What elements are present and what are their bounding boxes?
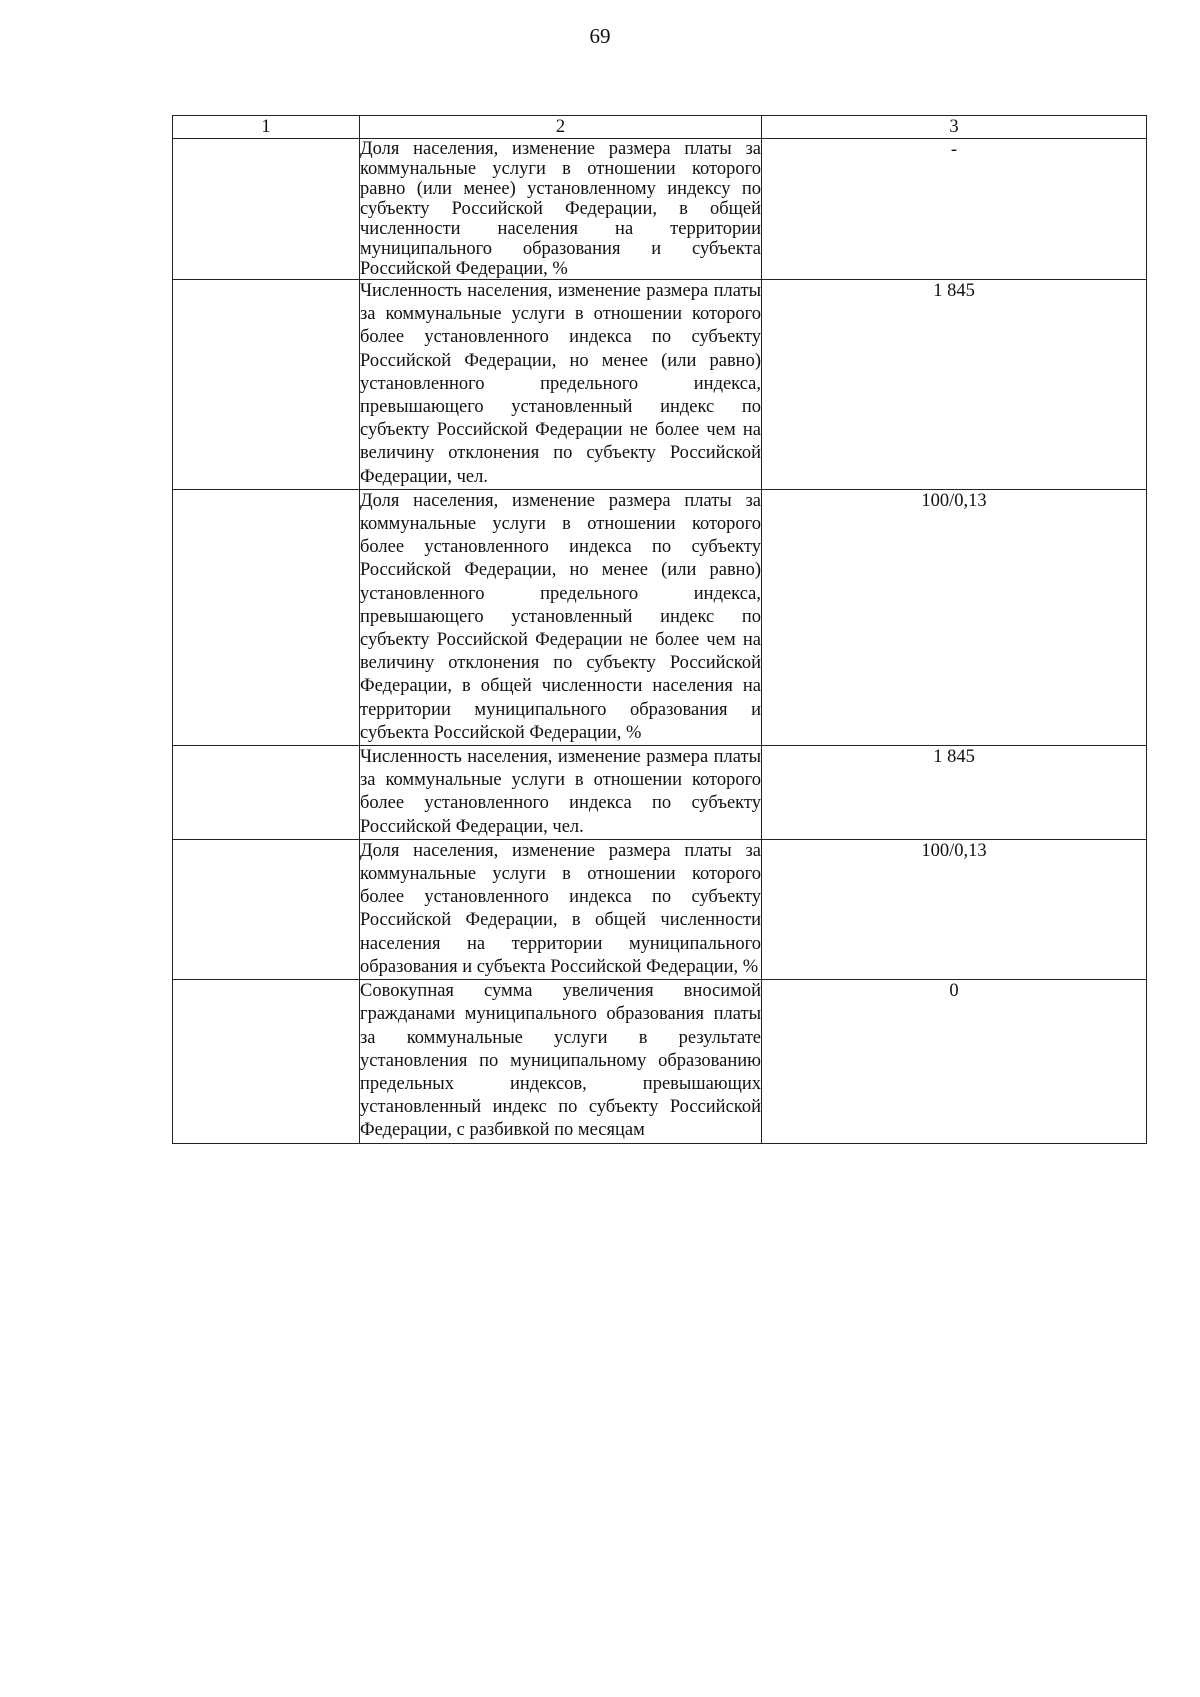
table-body [173, 139, 1147, 1144]
page-number: 69 [589, 24, 611, 48]
row-col1-cell [173, 839, 360, 979]
row-description-cell: Доля населения, изменение размера платы за коммунальные услуги в отношении которого более установленного индекса по субъекту Российской Федерации, в общей численности населения на территории муниципального образования и субъекта Российской Федерации, % [360, 839, 762, 979]
header-col-2: 2 [360, 116, 762, 139]
row-col1-cell [173, 139, 360, 280]
row-col1-cell [173, 280, 360, 490]
table-row [173, 280, 1147, 490]
table-row [173, 746, 1147, 840]
table-row [173, 980, 1147, 1143]
row-col1-cell [173, 489, 360, 745]
table-row [173, 839, 1147, 979]
row-value-cell: 100/0,13 [762, 489, 1147, 745]
header-col-3: 3 [762, 116, 1147, 139]
row-description-cell: Численность населения, изменение размера платы за коммунальные услуги в отношении которого более установленного индекса по субъекту Российской Федерации, чел. [360, 746, 762, 840]
table-row [173, 139, 1147, 280]
row-value-cell: - [762, 139, 1147, 280]
row-col1-cell [173, 746, 360, 840]
row-value-cell: 0 [762, 980, 1147, 1143]
row-description-cell: Доля населения, изменение размера платы за коммунальные услуги в отношении которого более установленного индекса по субъекту Российской Федерации, но менее (или равно) установленного предельного индекса, превышающего установленный индекс по субъекту Российской Федерации не более чем на величину отклонения по субъекту Российской Федерации, в общей численности населения на территории муниципального образования и субъекта Российской Федерации, % [360, 489, 762, 745]
row-description-cell: Доля населения, изменение размера платы за коммунальные услуги в отношении которого равно (или менее) установленному индексу по субъекту Российской Федерации, в общей численности населения на территории муниципального образования и субъекта Российской Федерации, % [360, 139, 761, 279]
row-col1-cell [173, 980, 360, 1143]
table-row [173, 489, 1147, 745]
row-description-cell: Совокупная сумма увеличения вносимой гражданами муниципального образования платы за коммунальные услуги в результате установления по муниципальному образованию предельных индексов, превышающих установленный индекс по субъекту Российской Федерации, с разбивкой по месяцам [360, 980, 762, 1143]
header-row [173, 116, 1147, 139]
header-col-1: 1 [173, 116, 360, 139]
indicator-table [172, 115, 1147, 1144]
row-value-cell: 1 845 [762, 746, 1147, 840]
row-value-cell: 100/0,13 [762, 839, 1147, 979]
row-description-cell: Численность населения, изменение размера платы за коммунальные услуги в отношении которого более установленного индекса по субъекту Российской Федерации, но менее (или равно) установленного предельного индекса, превышающего установленный индекс по субъекту Российской Федерации не более чем на величину отклонения по субъекту Российской Федерации, чел. [360, 280, 762, 490]
row-value-cell: 1 845 [762, 280, 1147, 490]
table-header [173, 116, 1147, 139]
